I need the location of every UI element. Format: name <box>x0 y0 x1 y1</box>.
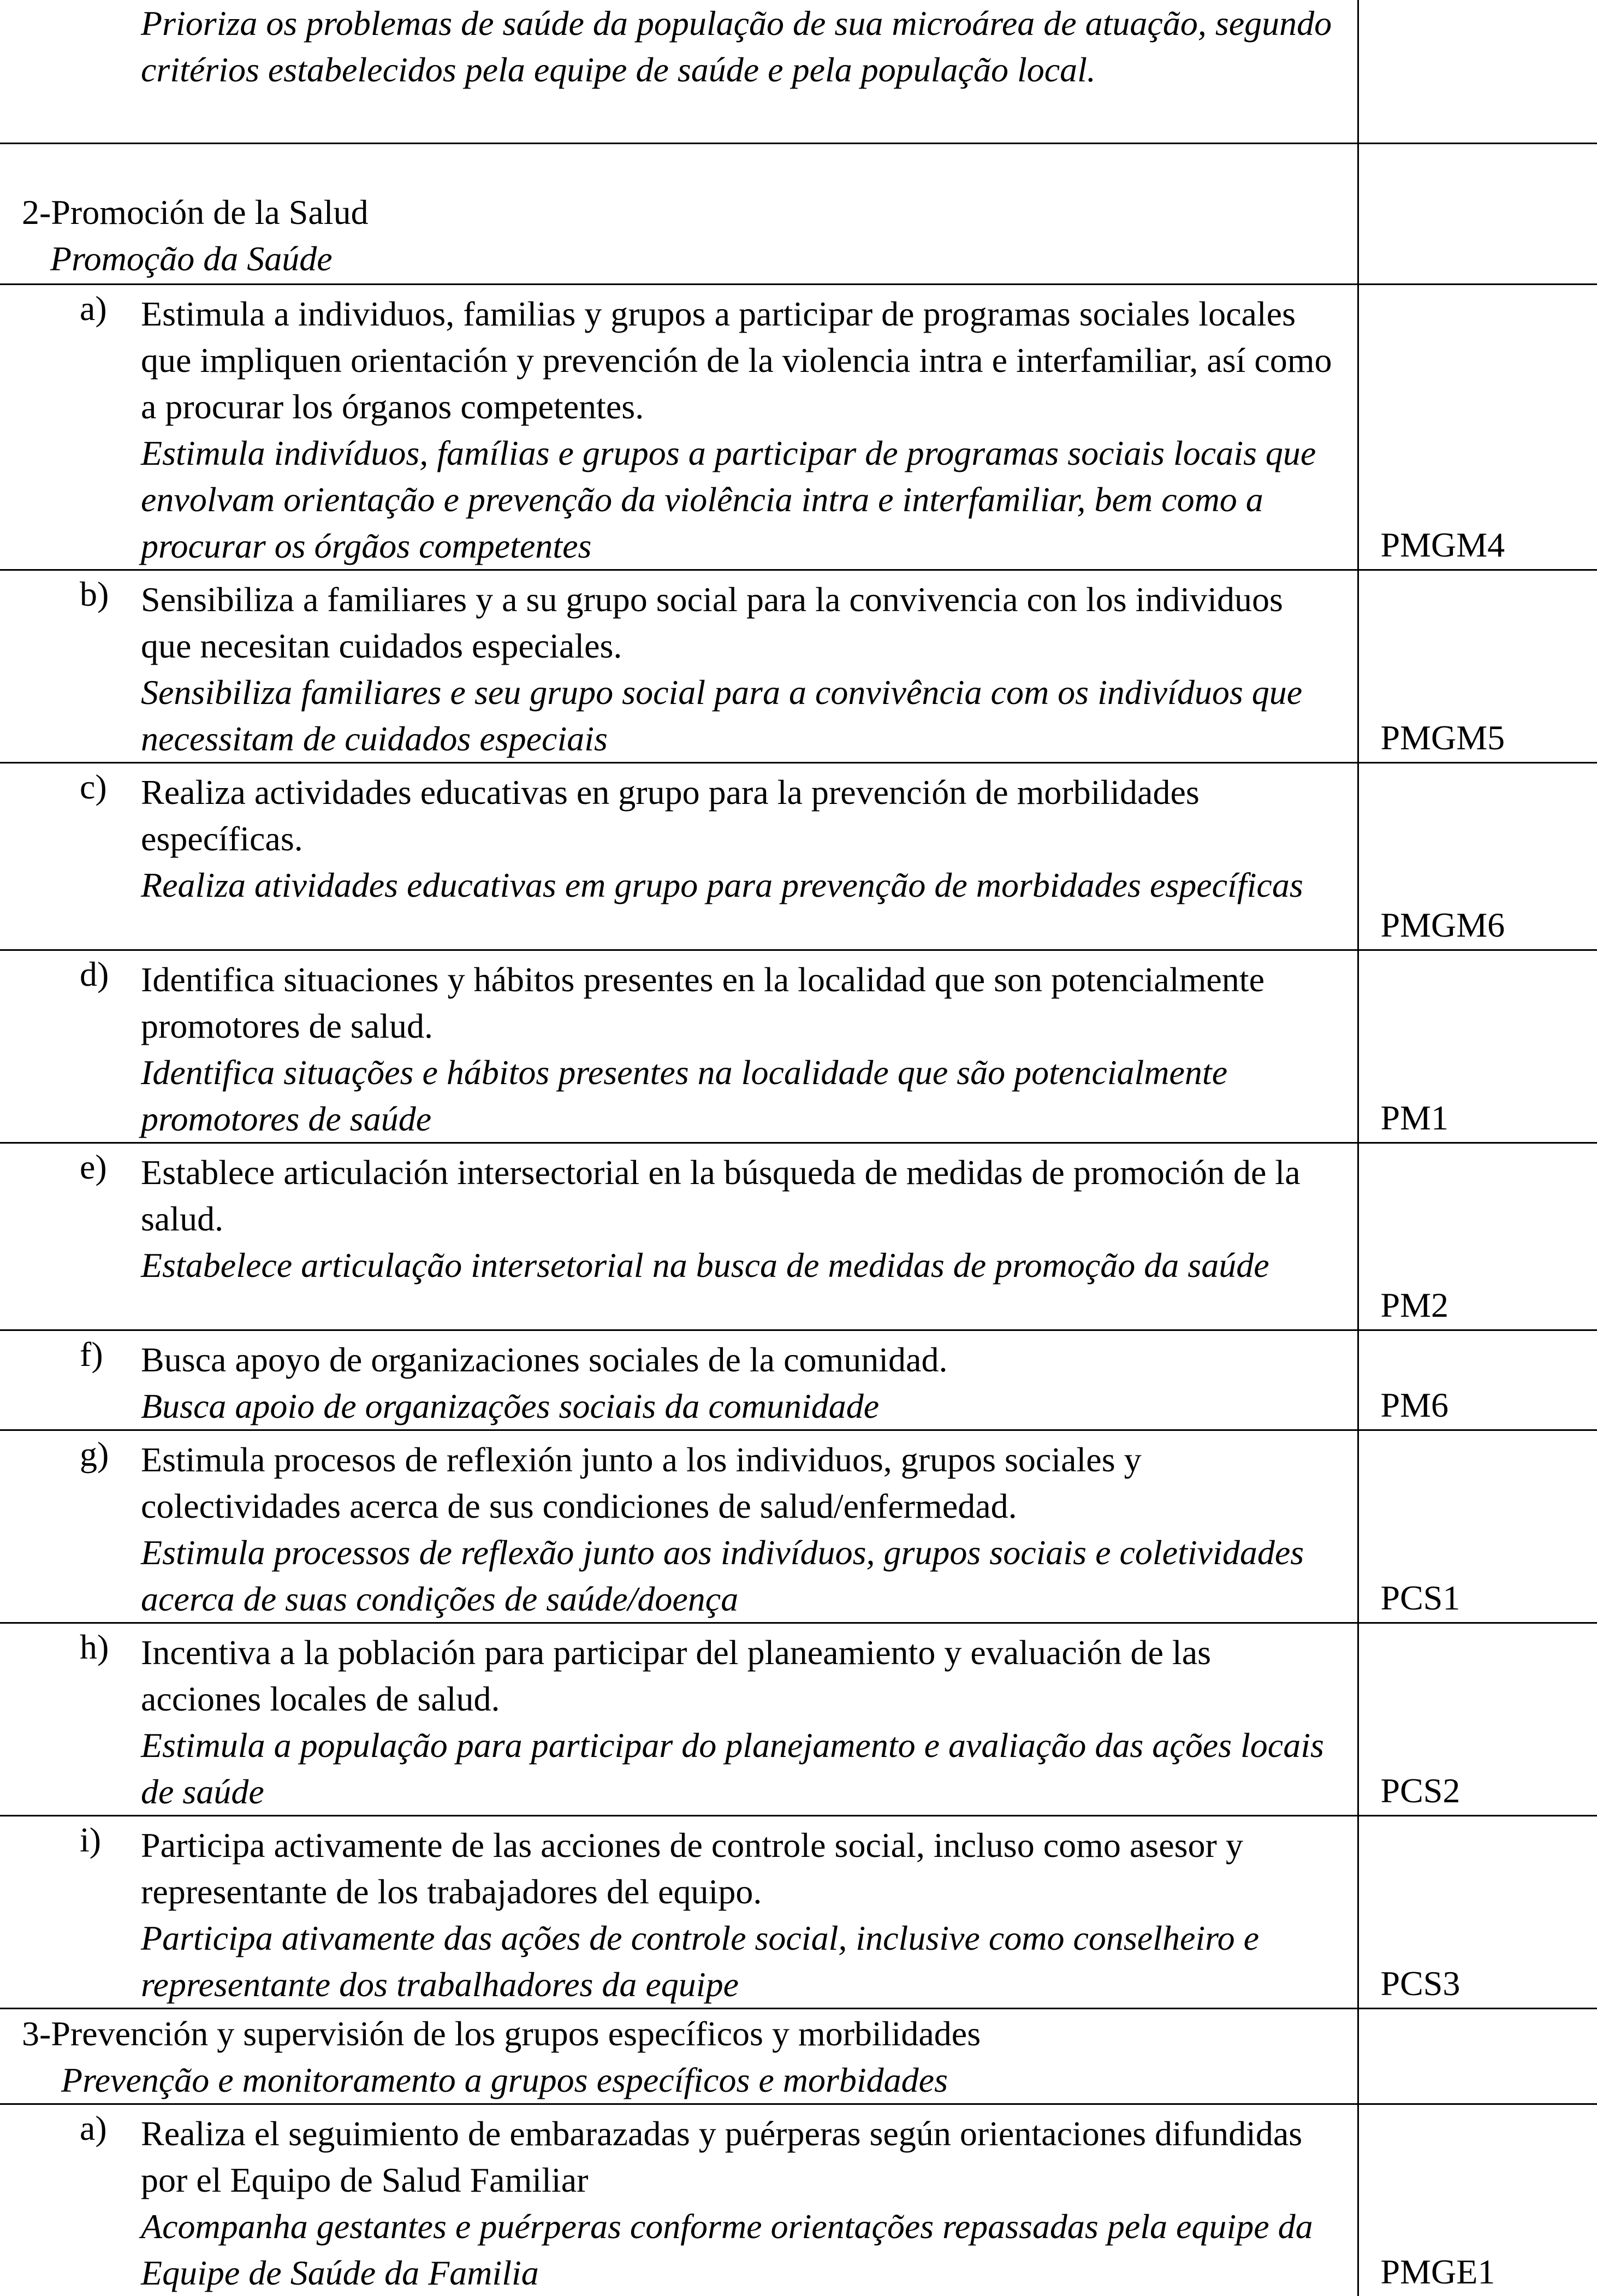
item-text-es: Busca apoyo de organizaciones sociales de la comunidad. <box>141 1340 948 1379</box>
code-cell <box>1358 1623 1597 1815</box>
description-cell <box>0 1330 1358 1430</box>
item-letter: c) <box>80 767 107 806</box>
item-letter: d) <box>80 954 109 993</box>
item-code: PM1 <box>1380 1098 1448 1137</box>
description-cell <box>0 1815 1358 2008</box>
table-row <box>0 1330 1597 1430</box>
description-cell <box>0 2104 1358 2296</box>
description-cell <box>0 2008 1358 2104</box>
description-cell <box>0 284 1358 570</box>
item-text-pt: Acompanha gestantes e puérperas conforme orientações repassadas pela equipe da Equipe de Saúde da Familia <box>141 2206 1313 2292</box>
description-cell <box>0 0 1358 143</box>
description-cell <box>0 762 1358 950</box>
description-cell <box>0 143 1358 284</box>
code-cell <box>1358 1143 1597 1330</box>
item-text-pt: Estimula indivíduos, famílias e grupos a participar de programas sociais locais que envolvam orientação e prevenção da violência intra e interfamiliar, bem como a procurar os órgãos competentes <box>141 433 1316 565</box>
code-cell <box>1358 143 1597 284</box>
item-code: PCS3 <box>1380 1963 1461 2003</box>
code-cell <box>1358 762 1597 950</box>
item-text-es: Estimula a individuos, familias y grupos a participar de programas sociales locales que impliquen orientación y prevención de la violencia intra e interfamiliar, así como a procurar los órganos competentes. <box>141 294 1332 426</box>
item-letter: e) <box>80 1147 107 1186</box>
item-text-pt: Estimula a população para participar do planejamento e avaliação das ações locais de saúde <box>141 1725 1324 1811</box>
item-code: PM2 <box>1380 1285 1448 1324</box>
table-row <box>0 950 1597 1143</box>
table-row <box>0 570 1597 762</box>
code-cell <box>1358 950 1597 1143</box>
item-code: PMGE1 <box>1380 2252 1495 2291</box>
table-row <box>0 1623 1597 1815</box>
code-cell <box>1358 1815 1597 2008</box>
item-letter: i) <box>80 1820 102 1859</box>
code-cell <box>1358 0 1597 143</box>
item-text-es: Sensibiliza a familiares y a su grupo social para la convivencia con los individuos que necesitan cuidados especiales. <box>141 579 1283 665</box>
item-text-pt: Estimula processos de reflexão junto aos indivíduos, grupos sociais e coletividades acerca de suas condições de saúde/doença <box>141 1532 1304 1618</box>
code-cell <box>1358 2104 1597 2296</box>
description-cell <box>0 1143 1358 1330</box>
item-letter: h) <box>80 1627 109 1666</box>
item-letter: a) <box>80 2108 107 2147</box>
code-cell <box>1358 1330 1597 1430</box>
code-cell <box>1358 1430 1597 1623</box>
item-text-pt: Identifica situações e hábitos presentes na localidade que são potencialmente promotores de saúde <box>141 1052 1228 1138</box>
code-cell <box>1358 284 1597 570</box>
item-text-pt: Participa ativamente das ações de controle social, inclusive como conselheiro e representante dos trabalhadores da equipe <box>141 1918 1260 2004</box>
table-row <box>0 1143 1597 1330</box>
item-text-pt: Prioriza os problemas de saúde da população de sua microárea de atuação, segundo critérios estabelecidos pela equipe de saúde e pela população local. <box>141 4 1332 89</box>
section-heading-row <box>0 143 1597 284</box>
item-text-es: Establece articulación intersectorial en la búsqueda de medidas de promoción de la salud. <box>141 1152 1301 1238</box>
description-cell <box>0 950 1358 1143</box>
item-code: PM6 <box>1380 1385 1448 1424</box>
item-code: PCS2 <box>1380 1771 1461 1810</box>
item-text-pt: Busca apoio de organizações sociais da comunidade <box>141 1386 880 1425</box>
table-row <box>0 284 1597 570</box>
item-letter: a) <box>80 288 107 328</box>
code-cell <box>1358 570 1597 762</box>
section-title-pt: Promoção da Saúde <box>50 239 333 278</box>
section-title-es: 2-Promoción de la Salud <box>22 192 369 232</box>
description-cell <box>0 1430 1358 1623</box>
item-code: PMGM6 <box>1380 905 1505 944</box>
description-cell <box>0 1623 1358 1815</box>
item-code: PMGM5 <box>1380 718 1505 757</box>
item-text-es: Incentiva a la población para participar del planeamiento y evaluación de las acciones locales de salud. <box>141 1632 1211 1718</box>
item-text-pt: Realiza atividades educativas em grupo para prevenção de morbidades específicas <box>141 865 1303 904</box>
item-text-es: Participa activamente de las acciones de controle social, incluso como asesor y representante de los trabajadores del equipo. <box>141 1825 1243 1911</box>
table-row <box>0 1815 1597 2008</box>
item-code: PMGM4 <box>1380 525 1505 564</box>
item-letter: g) <box>80 1434 109 1474</box>
item-text-es: Identifica situaciones y hábitos presentes en la localidad que son potencialmente promotores de salud. <box>141 960 1264 1045</box>
item-letter: b) <box>80 574 109 613</box>
section-title-es: 3-Prevención y supervisión de los grupos específicos y morbilidades <box>22 2014 981 2053</box>
section-heading-row <box>0 2008 1597 2104</box>
table-row <box>0 2104 1597 2296</box>
table-row <box>0 762 1597 950</box>
section-title-pt: Prevenção e monitoramento a grupos específicos e morbidades <box>61 2060 948 2099</box>
table-row <box>0 1430 1597 1623</box>
item-code: PCS1 <box>1380 1578 1461 1617</box>
item-text-pt: Sensibiliza familiares e seu grupo social para a convivência com os indivíduos que necessitam de cuidados especiais <box>141 672 1303 758</box>
item-letter: f) <box>80 1334 103 1374</box>
table-row <box>0 0 1597 143</box>
item-text-es: Realiza el seguimiento de embarazadas y puérperas según orientaciones difundidas por el Equipo de Salud Familiar <box>141 2114 1303 2199</box>
item-text-es: Realiza actividades educativas en grupo para la prevención de morbilidades específicas. <box>141 772 1200 858</box>
item-text-es: Estimula procesos de reflexión junto a los individuos, grupos sociales y colectividades acerca de sus condiciones de salud/enfermedad. <box>141 1440 1142 1525</box>
code-cell <box>1358 2008 1597 2104</box>
item-text-pt: Estabelece articulação intersetorial na busca de medidas de promoção da saúde <box>141 1245 1269 1285</box>
description-cell <box>0 570 1358 762</box>
